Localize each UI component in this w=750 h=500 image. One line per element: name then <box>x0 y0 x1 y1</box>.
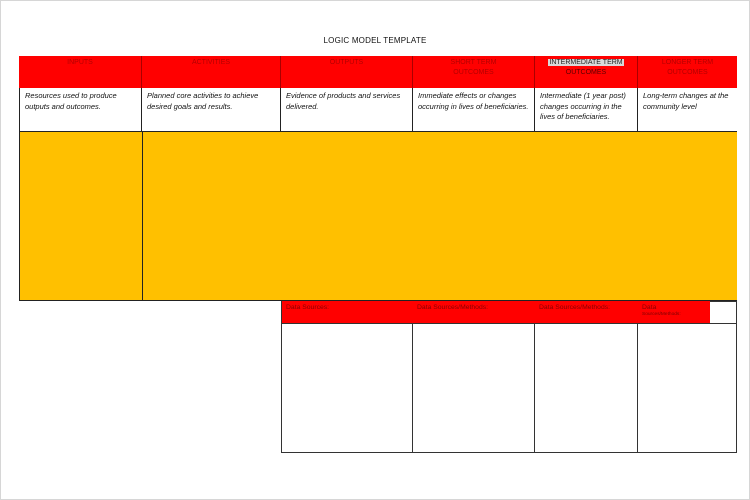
header-intermediate-rest: OUTCOMES <box>565 69 607 76</box>
inputs-fill-area <box>19 132 142 301</box>
header-longer-line2: OUTCOMES <box>667 69 708 76</box>
header-longer-term-outcomes <box>638 56 737 88</box>
page-title: LOGIC MODEL TEMPLATE <box>323 36 427 45</box>
header-intermediate-highlight: INTERMEDIATE TERM <box>549 59 623 66</box>
data-sources-short-term: Data Sources/Methods: <box>413 301 535 323</box>
desc-inputs: Resources used to produce outputs and outcomes. <box>19 88 142 132</box>
data-sources-longer-label: Data <box>642 304 657 311</box>
blank-box-longer-term <box>638 323 737 453</box>
header-short-line1: SHORT TERM <box>450 59 497 66</box>
desc-longer-term: Long-term changes at the community level <box>638 88 737 132</box>
header-longer-line1: LONGER TERM <box>661 59 714 66</box>
data-sources-outputs: Data Sources: <box>281 301 413 323</box>
blank-box-outputs <box>281 323 413 453</box>
blank-box-short-term <box>413 323 535 453</box>
activities-fill-area <box>142 132 737 301</box>
data-sources-longer-term <box>638 301 710 323</box>
data-sources-intermediate-term: Data Sources/Methods: <box>535 301 638 323</box>
desc-outputs: Evidence of products and services delivered. <box>281 88 413 132</box>
header-short-term-outcomes <box>413 56 535 88</box>
header-short-line2: OUTCOMES <box>453 69 494 76</box>
data-sources-longer-tiny: Sources/Methods: <box>642 312 681 317</box>
blank-box-intermediate-term <box>535 323 638 453</box>
desc-intermediate-term: Intermediate (1 year post) changes occurring in the lives of beneficiaries. <box>535 88 638 132</box>
header-activities: ACTIVITIES <box>142 56 281 88</box>
header-inputs: INPUTS <box>19 56 142 88</box>
data-sources-empty-gap <box>710 301 737 323</box>
header-intermediate-term-outcomes <box>535 56 638 88</box>
desc-short-term: Immediate effects or changes occurring in lives of beneficiaries. <box>413 88 535 132</box>
header-outputs: OUTPUTS <box>281 56 413 88</box>
desc-activities: Planned core activities to achieve desired goals and results. <box>142 88 281 132</box>
